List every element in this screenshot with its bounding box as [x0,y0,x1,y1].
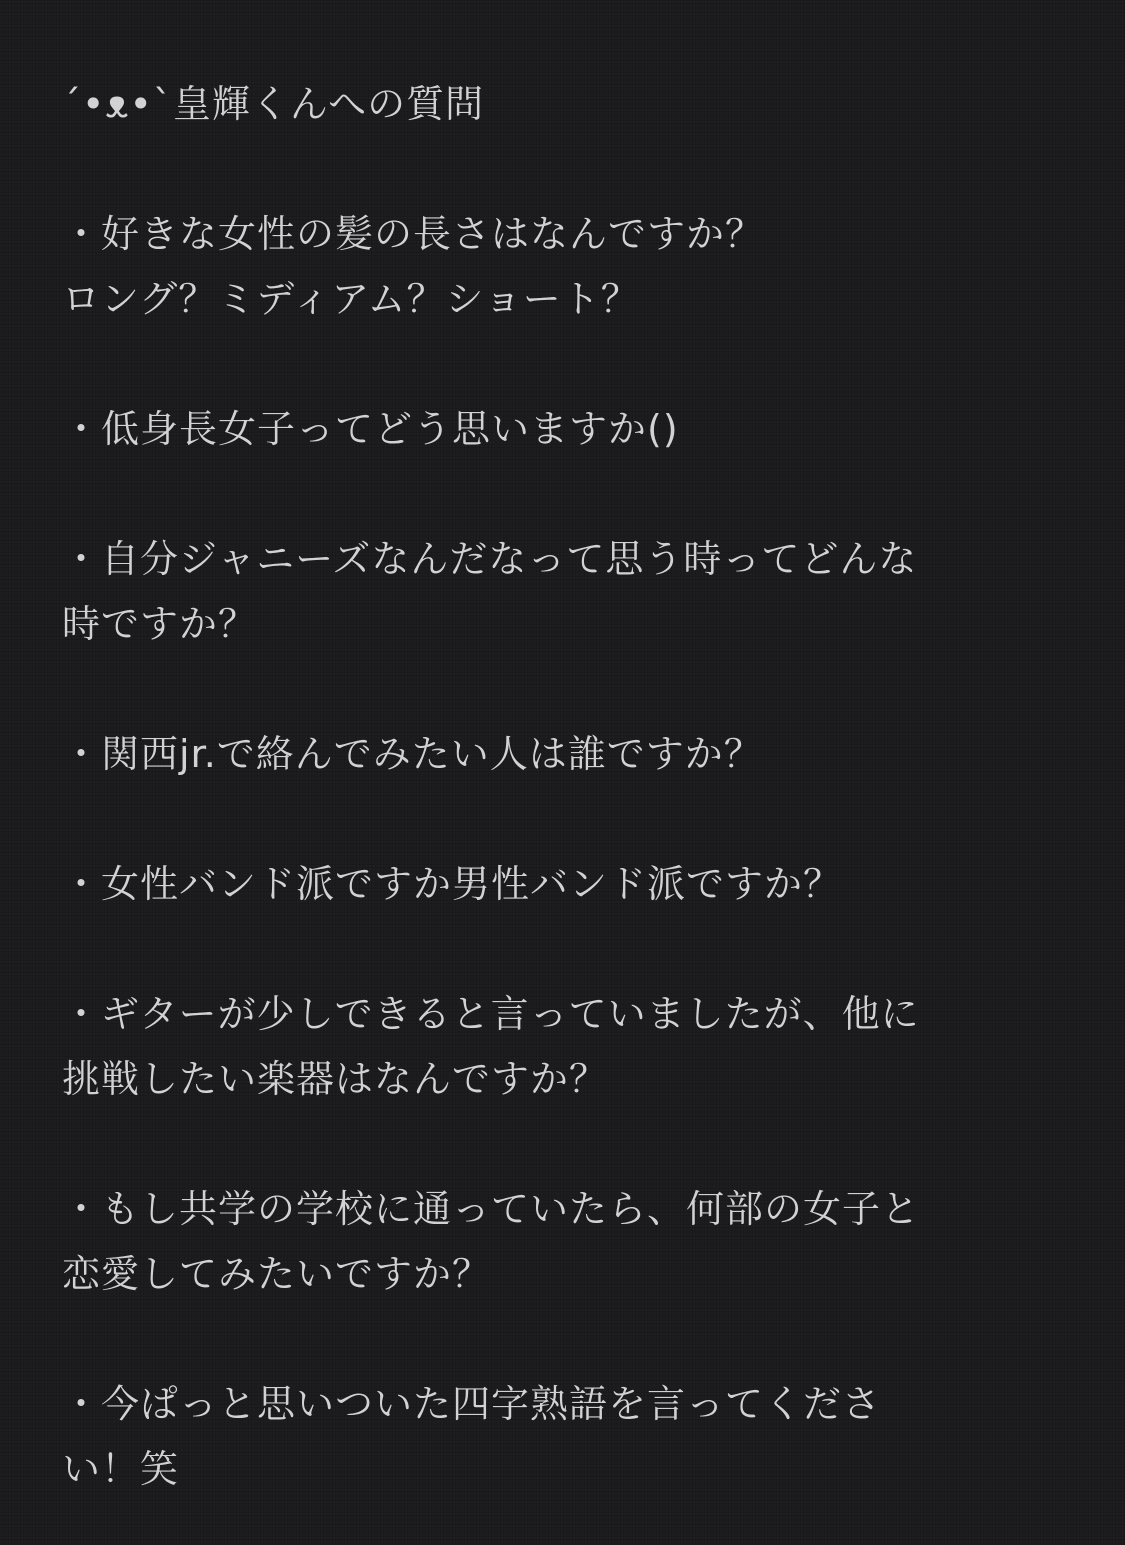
question-1-line-1: ・好きな女性の髪の長さはなんですか？ [62,212,765,256]
blank-line [62,462,1062,527]
question-3-line-2: 時ですか？ [62,602,258,646]
question-2-line-1: ・低身長女子ってどう思いますか() [62,407,679,451]
blank-line [62,137,1062,202]
blank-line [62,657,1062,722]
question-6-line-1: ・ギターが少しできると言っていましたが、他に [62,992,920,1036]
blank-line [62,1112,1062,1177]
note-body[interactable] [62,72,1062,1502]
note-title: ´•ᴥ•`皇輝くんへの質問 [62,82,485,126]
blank-line [62,787,1062,852]
question-8-line-2: い！笑 [62,1447,180,1491]
question-5-line-1: ・女性バンド派ですか男性バンド派ですか？ [62,862,843,906]
question-7-line-2: 恋愛してみたいですか？ [62,1252,492,1296]
blank-line [62,917,1062,982]
question-3-line-1: ・自分ジャニーズなんだなって思う時ってどんな [62,537,918,581]
blank-line [62,1307,1062,1372]
question-6-line-2: 挑戦したい楽器はなんですか？ [62,1057,609,1101]
question-1-line-2: ロング？ミディアム？ショート？ [62,277,640,321]
blank-line [62,332,1062,397]
question-8-line-1: ・今ぱっと思いついた四字熟語を言ってくださ [62,1382,882,1426]
question-7-line-1: ・もし共学の学校に通っていたら、何部の女子と [62,1187,921,1231]
question-4-line-1: ・関西jr.で絡んでみたい人は誰ですか？ [62,732,763,776]
